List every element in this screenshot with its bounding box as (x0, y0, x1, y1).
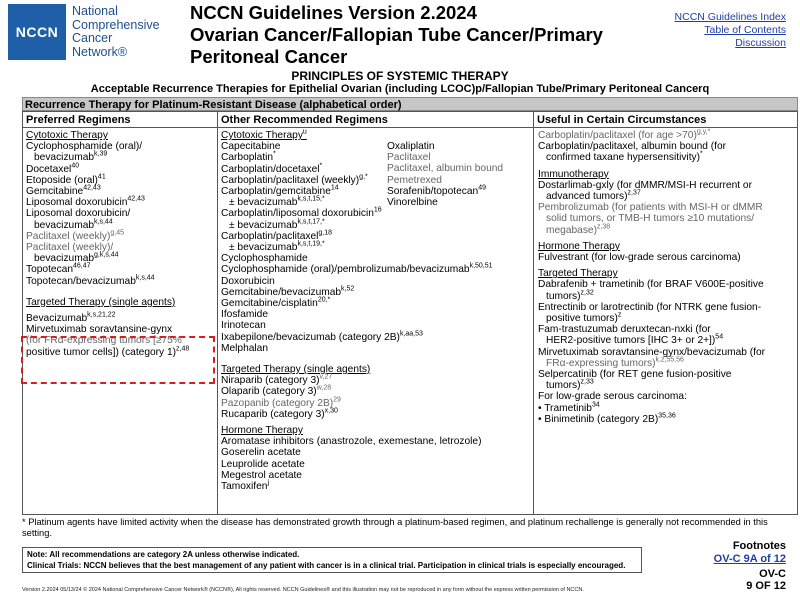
regimen-item: bevacizumab$^{g,k,s,44}$ (34, 251, 119, 265)
hormone-heading: Hormone Therapy (221, 425, 303, 437)
regimen-item: tumors)$^{z,32}$ (546, 289, 594, 302)
regimen-item: Topotecan/bevacizumab$^{k,s,44}$ (26, 274, 155, 287)
footnotes-block (714, 540, 786, 566)
regimen-item: Gemcitabine/cisplatin$^{20,*}$ (221, 296, 331, 310)
table-of-contents-link[interactable]: Table of Contents (704, 24, 786, 36)
regimen-item: Olaparib (category 3)$^{w,28}$ (221, 385, 332, 398)
regimen-item: Doxorubicin (221, 275, 275, 287)
regimen-item: Oxaliplatin (387, 141, 435, 152)
preferred-column (26, 130, 214, 358)
page-code: OV-C (759, 568, 786, 580)
column-divider (533, 112, 534, 514)
column-divider (217, 112, 218, 514)
regimen-item: Fam-trastuzumab deruxtecan-nxki (for (538, 324, 711, 336)
platinum-footnote (22, 517, 782, 539)
regimen-item: Cyclophosphamide (221, 253, 308, 265)
regimen-item: Ifosfamide (221, 309, 268, 321)
regimen-item: Carboplatin/docetaxel* (221, 162, 323, 175)
page-title (190, 2, 603, 68)
regimen-item: Aromatase inhibitors (anastrozole, exemestane, letrozole) (221, 436, 482, 448)
guidelines-index-link[interactable]: NCCN Guidelines Index (674, 11, 786, 23)
regimen-item: Vinorelbine (387, 197, 438, 209)
copyright-text: Version 2.2024 05/13/24 © 2024 National Comprehensive Cancer Network® (NCCN®), All rights reserved. NCCN Guidelines® and this illustration may not be reproduced in any form without the express written permission of NCCN. (22, 587, 584, 593)
regimen-item: positive tumors)$^z$ (546, 311, 622, 325)
regimen-item: • Trametinib$^{34}$ (538, 401, 600, 414)
regimen-item: Dostarlimab-gxly (for dMMR/MSI-H recurrent or (538, 179, 752, 191)
regimen-item: Selpercatinib (for RET gene fusion-positive (538, 369, 732, 381)
regimen-item: Etoposide (oral)$^{41}$ (26, 173, 106, 186)
note-line: Clinical Trials: NCCN believes that the best management of any patient with cancer is in a clinical trial. Participation in clinical trials is especially encouraged. (27, 561, 626, 570)
title-line: Ovarian Cancer/Fallopian Tube Cancer/Primary (190, 24, 603, 45)
regimen-item: Leuprolide acetate (221, 458, 305, 470)
footnote-text: * Platinum agents have limited activity when the disease has demonstrated growth through a platinum-based regimen, and platinum rechallenge is generally not recommended in this setting. (22, 517, 768, 538)
nav-links (675, 11, 786, 50)
logo-line: Comprehensive (72, 17, 160, 32)
regimen-item: bevacizumab$^{k,s,44}$ (34, 218, 113, 231)
regimen-item: Cyclophosphamide (oral)/ (26, 141, 143, 153)
regimen-item: For low-grade serous carcinoma: (538, 391, 687, 403)
regimen-item: • Binimetinib (category 2B)$^{35,36}$ (538, 412, 676, 425)
regimen-item: Carboplatin/paclitaxel, albumin bound (for (538, 141, 727, 153)
footnotes-label: Footnotes (732, 540, 786, 552)
regimen-item: FRα-expressing tumors)$^{k,z,55,56}$ (546, 356, 684, 369)
highlight-box (21, 336, 215, 384)
regimen-item: Dabrafenib + trametinib (for BRAF V600E-positive (538, 279, 764, 291)
regimen-item: Liposomal doxorubicin/ (26, 208, 131, 220)
regimen-item: ± bevacizumab$^{k,s,t,15,*}$ (229, 195, 325, 209)
regimen-item: Mirvetuximab soravtansine-gynx/bevacizumab (for (538, 346, 766, 358)
logo-text (72, 5, 160, 59)
regimen-item: Carboplatin/paclitaxel (weekly)$^{g,*}$ (221, 173, 368, 186)
cytotoxic-heading: Cytotoxic Therapy$^u$ (221, 128, 307, 141)
regimen-item: Fulvestrant (for low-grade serous carcinoma) (538, 252, 741, 264)
regimen-item: Carboplatin/liposomal doxorubicin$^{16}$ (221, 207, 382, 220)
title-line: NCCN Guidelines Version 2.2024 (190, 2, 477, 23)
regimen-item: Gemcitabine/bevacizumab$^{k,52}$ (221, 285, 355, 298)
page-number (746, 568, 786, 592)
regimen-item: (for FRα-expressing tumors [≥75% (26, 335, 182, 347)
nccn-logo (8, 4, 180, 60)
regimen-item: Docetaxel$^{40}$ (26, 162, 80, 175)
regimen-item: Pazopanib (category 2B)$^{29}$ (221, 396, 341, 409)
regimen-item: tumors)$^{z,33}$ (546, 378, 594, 392)
regimen-item: Pemetrexed (387, 174, 442, 186)
useful-column (538, 130, 796, 425)
discussion-link[interactable]: Discussion (735, 37, 786, 49)
regimen-item: Niraparib (category 3)$^{v,27}$ (221, 373, 333, 387)
regimen-item: Goserelin acetate (221, 447, 301, 459)
targeted-heading: Targeted Therapy (538, 268, 618, 280)
other-column-right (387, 141, 529, 208)
useful-header: Useful in Certain Circumstances (534, 112, 797, 128)
note-box (22, 547, 642, 573)
regimen-table (22, 111, 798, 515)
regimen-item: confirmed taxane hypersensitivity)* (546, 151, 703, 164)
regimen-item: Carboplatin/paclitaxel (for age >70)$^{g,y,*}$ (538, 128, 711, 141)
cytotoxic-heading: Cytotoxic Therapy (26, 130, 108, 141)
regimen-item: Liposomal doxorubicin$^{42,43}$ (26, 195, 145, 209)
regimen-item: advanced tumors)$^{z,37}$ (546, 189, 641, 203)
regimen-item: Entrectinib or larotrectinib (for NTRK gene fusion- (538, 301, 762, 313)
regimen-item: Carboplatin* (221, 151, 276, 164)
regimen-item: Paclitaxel, albumin bound (387, 163, 504, 175)
page-count: 9 OF 12 (746, 580, 786, 592)
regimen-item: Paclitaxel (387, 152, 431, 164)
regimen-item: positive tumor cells]) (category 1)$^{z,48}$ (26, 345, 190, 358)
title-line: Peritoneal Cancer (190, 46, 348, 67)
regimen-item: Paclitaxel (weekly)$^{g,45}$ (26, 229, 124, 242)
regimen-item: ± bevacizumab$^{k,s,t,17,*}$ (229, 218, 325, 231)
regimen-item: Mirvetuximab soravtansine-gynx (26, 324, 173, 336)
regimen-item: Carboplatin/paclitaxel$^{g,18}$ (221, 229, 333, 242)
footnotes-link[interactable]: OV-C 9A of 12 (713, 553, 786, 565)
logo-line: National (72, 4, 118, 18)
regimen-item: bevacizumab$^{k,39}$ (34, 151, 108, 164)
regimen-item: Rucaparib (category 3)$^{x,30}$ (221, 407, 338, 420)
section-band: Recurrence Therapy for Platinum-Resistant Disease (alphabetical order) (22, 97, 798, 111)
section-subheading: Acceptable Recurrence Therapies for Epithelial Ovarian (including LCOC)p/Fallopian Tube/Primary Peritoneal Cancerq (90, 83, 710, 95)
other-header: Other Recommended Regimens (218, 112, 534, 128)
immunotherapy-heading: Immunotherapy (538, 168, 609, 180)
regimen-item: Irinotecan (221, 320, 266, 332)
regimen-item: Ixabepilone/bevacizumab (category 2B)$^{k,aa,53}$ (221, 330, 423, 343)
regimen-item: Paclitaxel (weekly)/ (26, 242, 114, 254)
preferred-header: Preferred Regimens (23, 112, 218, 128)
note-line: Note: All recommendations are category 2A unless otherwise indicated. (27, 550, 300, 559)
regimen-item: Pembrolizumab (for patients with MSI-H or dMMR (538, 202, 763, 214)
regimen-item: Megestrol acetate (221, 469, 302, 481)
regimen-item: Bevacizumab$^{k,s,21,22}$ (26, 311, 116, 325)
targeted-heading: Targeted Therapy (single agents) (26, 296, 176, 308)
regimen-item: HER2-positive tumors [IHC 3+ or 2+])$^{54}$ (546, 334, 724, 347)
regimen-item: ± bevacizumab$^{k,s,t,19,*}$ (229, 240, 325, 254)
section-heading: PRINCIPLES OF SYSTEMIC THERAPY (291, 69, 509, 83)
regimen-item: solid tumors, or TMB-H tumors ≥10 mutations/ (546, 213, 755, 225)
regimen-item: Carboplatin/gemcitabine$^{14}$ (221, 184, 339, 198)
regimen-item: Tamoxifen$^j$ (221, 479, 269, 493)
regimen-item: Sorafenib/topotecan$^{49}$ (387, 184, 486, 197)
targeted-heading: Targeted Therapy (single agents) (221, 364, 371, 376)
regimen-item: Capecitabine (221, 141, 281, 153)
regimen-item: Topotecan$^{46,47}$ (26, 263, 91, 276)
regimen-item: megabase)$^{z,38}$ (546, 223, 611, 236)
hormone-heading: Hormone Therapy (538, 240, 620, 252)
logo-line: Cancer (72, 31, 113, 45)
regimen-item: Cyclophosphamide (oral)/pembrolizumab/bevacizumab$^{k,50,51}$ (221, 263, 493, 276)
regimen-item: Gemcitabine$^{42,43}$ (26, 184, 101, 198)
regimen-item: Melphalan (221, 342, 269, 354)
logo-box: NCCN (8, 4, 66, 60)
logo-line: Network® (72, 44, 128, 59)
